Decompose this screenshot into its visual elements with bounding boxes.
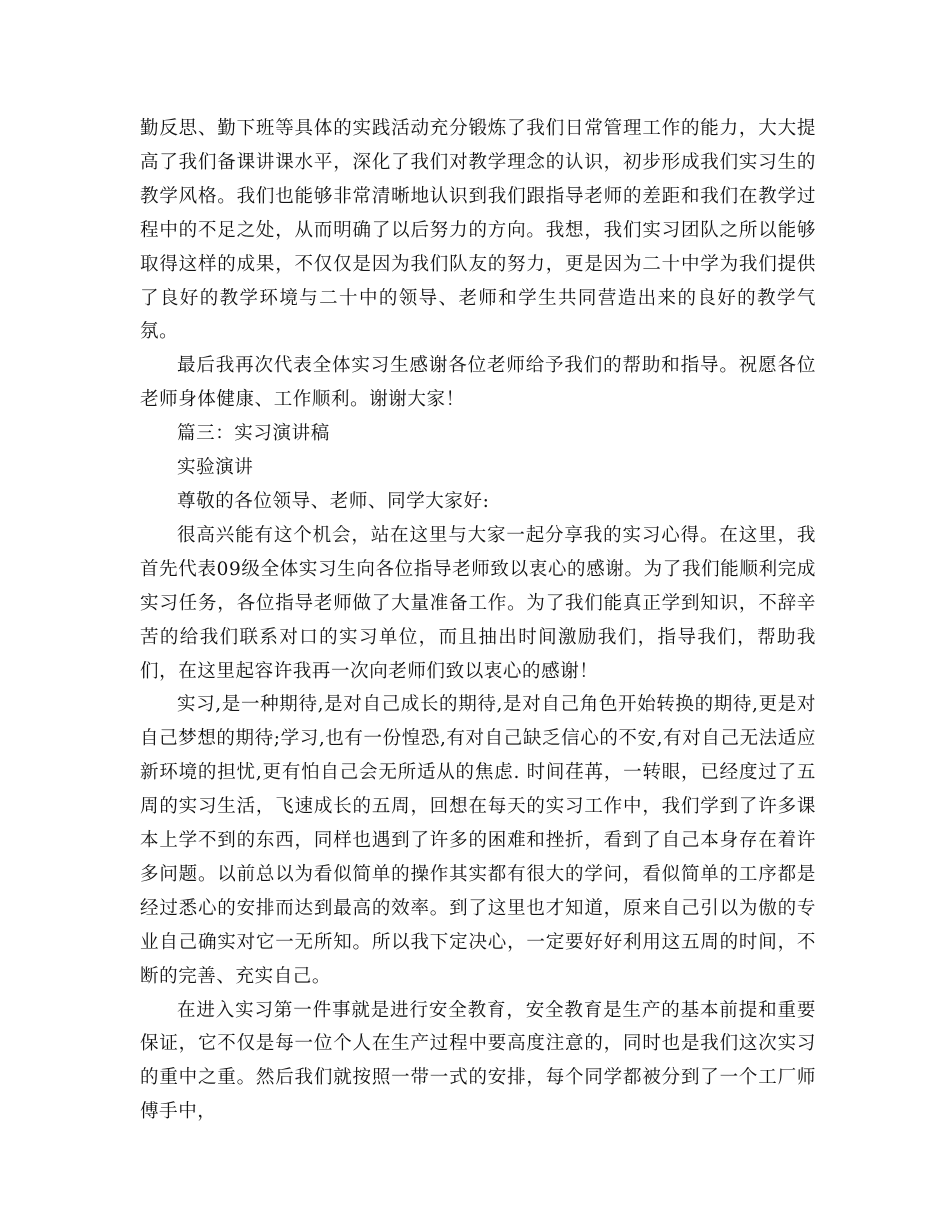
salutation: 尊敬的各位领导、老师、同学大家好: (177, 490, 490, 512)
speech-title: 实验演讲 (177, 457, 254, 479)
paragraph-opening: 很高兴能有这个机会，站在这里与大家一起分享我的实习心得。在这里，我首先代表09级全体实习生向各位指导老师致以衷心的感谢。为了我们能顺利完成实习任务，各位指导老师做了大量准备工作。为了我们能真正学到知识，不辞辛苦的给我们联系对口的实习单位，而且抽出时间激励我们，指导我们，帮助我们，在这里起容许我再一次向老师们致以衷心的感谢！ (140, 524, 816, 682)
paragraph-safety-education: 在进入实习第一件事就是进行安全教育，安全教育是生产的基本前提和重要保证，它不仅是每一位个人在生产过程中要高度注意的，同时也是我们这次实习的重中之重。然后我们就按照一带一式的安排，每个同学都被分到了一个工厂师傅手中， (140, 999, 816, 1123)
section-heading: 篇三：实习演讲稿 (177, 423, 330, 445)
paragraph-internship-reflection: 实习,是一种期待,是对自己成长的期待,是对自己角色开始转换的期待,更是对自己梦想的期待;学习,也有一份惶恐,有对自己缺乏信心的不安,有对自己无法适应新环境的担忧,更有怕自己会无所适从的焦虑. 时间荏苒，一转眼，已经度过了五周的实习生活，飞速成长的五周，回想在每天的实习工作中，我们学到了许多课本上学不到的东西，同样也遇到了许多的困难和挫折，看到了自己本身存在着许多问题。以前总以为看似简单的操作其实都有很大的学问，看似简单的工序都是经过悉心的安排而达到最高的效率。到了这里也才知道，原来自己引以为傲的专业自己确实对它一无所知。所以我下定决心，一定要好好利用这五周的时间，不断的完善、充实自己。 (140, 694, 816, 987)
paragraph-continuation: 勤反思、勤下班等具体的实践活动充分锻炼了我们日常管理工作的能力，大大提高了我们备课讲课水平，深化了我们对教学理念的认识，初步形成我们实习生的教学风格。我们也能够非常清晰地认识到我们跟指导老师的差距和我们在教学过程中的不足之处，从而明确了以后努力的方向。我想，我们实习团队之所以能够取得这样的成果，不仅仅是因为我们队友的努力，更是因为二十中学为我们提供了良好的教学环境与二十中的领导、老师和学生共同营造出来的良好的教学气氛。 (140, 118, 816, 343)
paragraph-thanks: 最后我再次代表全体实习生感谢各位老师给予我们的帮助和指导。祝愿各位老师身体健康、工作顺利。谢谢大家！ (140, 355, 816, 411)
document-body (140, 112, 816, 1129)
